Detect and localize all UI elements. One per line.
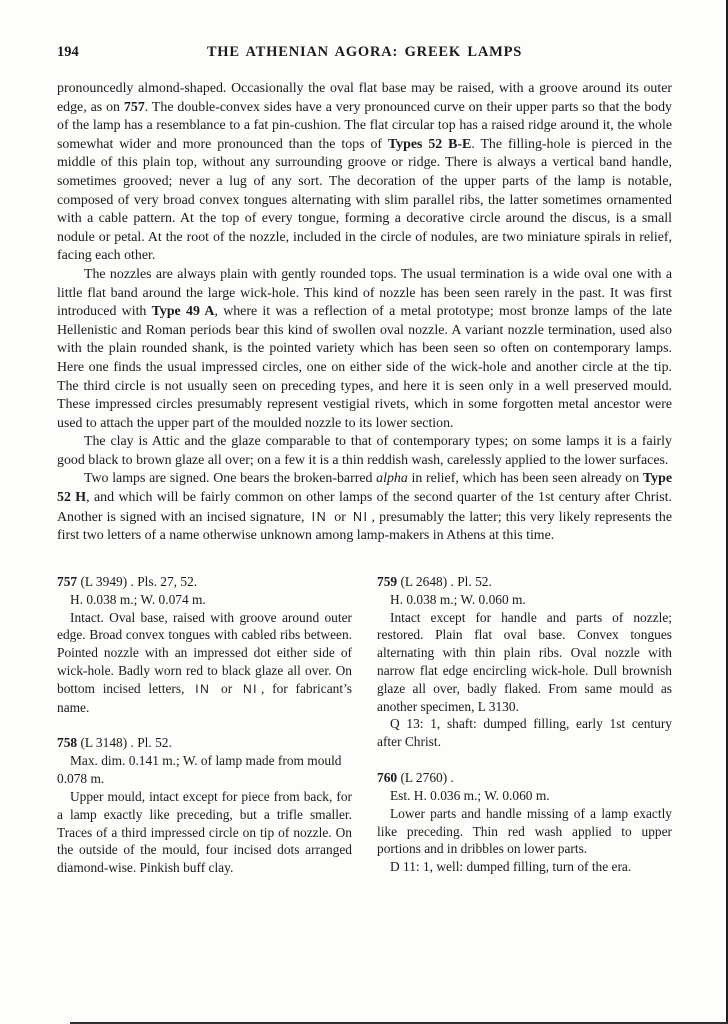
description: [57, 788, 352, 877]
entry-heading: [57, 573, 352, 591]
description: [377, 609, 672, 716]
text-run: or: [330, 509, 350, 525]
text-run: Max. dim. 0.141 m.; W. of lamp made from mould 0.078 m.: [57, 753, 342, 787]
paragraph: [57, 80, 672, 266]
bold-text: Types 52 B-E: [387, 136, 472, 152]
text-run: Lower parts and handle missing of a lamp exactly like preceding. Thin red wash applied to upper portions and in dribbles on lower parts.: [377, 805, 672, 857]
catalog-column-left: [57, 573, 352, 877]
text-run: D 11: 1, well: dumped filling, turn of the era.: [390, 859, 632, 875]
description: [377, 805, 672, 858]
entry-heading: [377, 769, 672, 787]
paragraph: [57, 266, 672, 433]
page-content: [57, 80, 672, 877]
findspot: [377, 715, 672, 751]
bold-text: 757: [123, 99, 145, 115]
text-run: , and which will be fairly common on other lamps of the second quarter of the 1st century after Christ. Another is signed with an incised signature,: [57, 490, 673, 525]
text-run: Upper mould, intact except for piece from back, for a lamp exactly like preceding, but a trifle smaller. Traces of a third impressed circle on tip of nozzle. On the outside of the mould, four incised dots arranged diamond-wise. Pinkish buff clay.: [57, 789, 352, 876]
catalog-entry-759: [377, 573, 672, 751]
entry-heading: [57, 734, 352, 752]
bold-text: 759: [377, 573, 398, 589]
text-run: pronouncedly almond-shaped. Occasionally the oval flat base may be raised, with a groove around its outer edge, as on: [57, 81, 672, 115]
text-run: Intact except for handle and parts of nozzle; restored. Plain flat oval base. Convex tongues alternating with thin plain ribs. Oval nozzle with narrow flat edge encircling wick-hole. Dull brownish glaze all over, badly flaked. From same mould as another specimen, L 3130.: [377, 609, 672, 714]
text-run: H. 0.038 m.; W. 0.060 m.: [390, 591, 526, 607]
text-run: (L 2648) . Pl. 52.: [397, 573, 492, 589]
page-number: 194: [57, 44, 79, 60]
text-run: H. 0.038 m.; W. 0.074 m.: [70, 591, 206, 607]
paragraph: [57, 470, 672, 545]
bold-text: 757: [57, 573, 78, 589]
catalog-entry-758: [57, 734, 352, 877]
text-run: or: [213, 680, 240, 696]
italic-text: alpha: [376, 471, 408, 487]
dimensions-line: [57, 591, 352, 609]
catalog-column-right: [377, 573, 672, 877]
description: [57, 609, 352, 717]
paragraph: [57, 433, 672, 470]
text-run: Two lamps are signed. One bears the broken-barred: [84, 471, 377, 487]
text-run: The clay is Attic and the glaze comparable to that of contemporary types; on some lamps it is a fairly good black to brown glaze all over; on a few it is a thin reddish wash, carelessly applied to the lower surfaces.: [57, 434, 672, 468]
entry-heading: [377, 573, 672, 591]
body-text: [57, 80, 672, 546]
dimensions-line: [377, 787, 672, 805]
catalog-entry-757: [57, 573, 352, 717]
text-run: Est. H. 0.036 m.; W. 0.060 m.: [390, 788, 550, 804]
epigraphic-letters: NI: [353, 509, 369, 524]
catalog-section: [57, 573, 672, 877]
text-run: , presumably the latter; this very likely represents the first two letters of a name otherwise unknown among lamp-makers in Athens at this time.: [57, 509, 672, 544]
text-run: . The filling-hole is pierced in the middle of this plain top, without any surrounding groove or ridge. There is always a vertical band handle, sometimes grooved; never a lug of any sort. The decoration of the upper parts of the lamp is notable, composed of very broad convex tongues alternating with slim parallel ribs, the latter sometimes ornamented with a cable pattern. At the top of every tongue, forming a decorative circle around the discus, is a small nodule or petal. At the root of the nozzle, included in the circle of nodules, are two miniature spirals in relief, facing each other.: [57, 136, 673, 264]
text-run: (L 2760) .: [397, 770, 454, 786]
text-run: Intact. Oval base, raised with groove around outer edge. Broad convex tongues with cabled ribs between. Pointed nozzle with an impressed dot either side of wick-hole. Badly worn red to black glaze all over. On bottom incised letters,: [57, 609, 352, 696]
page-header: [57, 44, 672, 64]
text-run: . The double-convex sides have a very pronounced curve on their upper parts so that the body of the lamp has a resemblance to a fat pin-cushion. The flat circular top has a raised ridge around it, the whole somewhat wider and more pronounced than the tops of: [57, 99, 672, 152]
text-run: (L 3949) . Pls. 27, 52.: [77, 573, 198, 589]
findspot: [377, 858, 672, 876]
dimensions-line: [377, 591, 672, 609]
text-run: in relief, which has been seen already on: [407, 471, 643, 487]
text-run: (L 3148) . Pl. 52.: [77, 735, 172, 751]
bold-text: 760: [377, 770, 398, 786]
epigraphic-letters: IN: [195, 681, 211, 696]
catalog-entry-760: [377, 769, 672, 876]
bold-text: Type 49 A: [151, 304, 215, 320]
bold-text: Type 52 H: [57, 471, 672, 506]
epigraphic-letters: NI: [242, 681, 259, 696]
text-run: The nozzles are always plain with gently rounded tops. The usual termination is a wide oval one with a little flat band around the large wick-hole. This kind of nozzle has been seen rarely in the past. It was first introduced with: [57, 266, 672, 320]
text-run: , where it was a reflection of a metal prototype; most bronze lamps of the late Hellenistic and Roman periods bear this kind of swollen oval nozzle. A variant nozzle termination, used also with the plain rounded shank, is the pointed variety which has been seen so often on contemporary lamps. Here one finds the usual impressed circles, one on either side of the wick-hole and another circle at the tip. The third circle is not usually seen on preceding types, and here it is seen only in a well preserved mould. These impressed circles presumably represent vestigial rivets, which in some forgotten metal ancestor were used to attach the upper part of the moulded nozzle to its lower section.: [57, 304, 673, 431]
epigraphic-letters: IN: [311, 509, 328, 524]
running-title: THE ATHENIAN AGORA: GREEK LAMPS: [206, 44, 523, 60]
text-run: , for fabricant’s name.: [57, 680, 353, 715]
bold-text: 758: [57, 735, 78, 751]
dimensions-line: [57, 752, 352, 788]
text-run: Q 13: 1, shaft: dumped filling, early 1st century after Christ.: [377, 716, 672, 750]
